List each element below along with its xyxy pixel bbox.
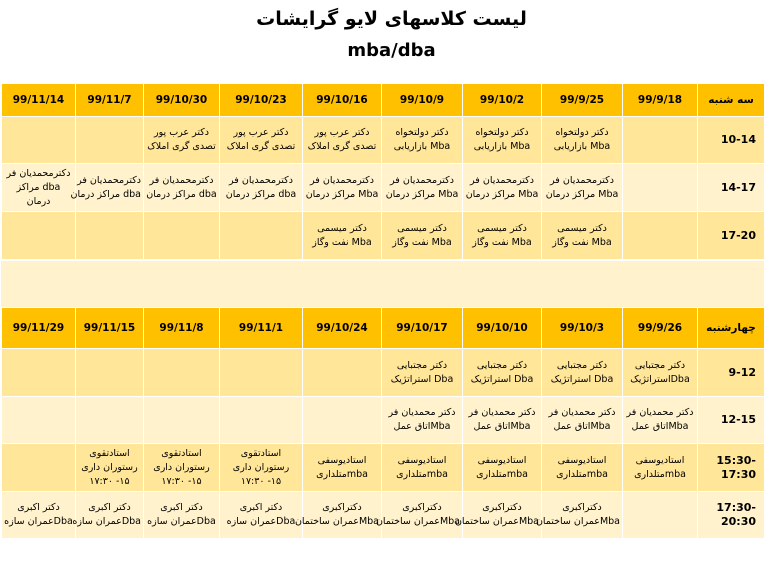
- day-label: سه شنبه: [698, 84, 765, 117]
- page-title: لیست کلاسهای لایو گرایشات: [256, 8, 527, 30]
- class-cell-line: Mbaاتاق عمل: [553, 421, 611, 432]
- class-cell-line: دکتر اکبری: [239, 502, 283, 513]
- class-cell-line: دکتر اکبری: [17, 502, 60, 513]
- time-slot-label: 14-17: [698, 164, 765, 212]
- wednesday-schedule-table: [1, 307, 765, 539]
- date-header: 99/10/10: [463, 308, 542, 349]
- class-cell: [220, 397, 303, 444]
- class-cell-line: Dba استراتژیک: [470, 373, 534, 385]
- class-cell-line: Mba بازاریابی: [473, 141, 531, 152]
- class-cell-line: Mbaعمران ساختمان: [294, 516, 379, 527]
- class-cell: [382, 117, 463, 164]
- time-slot-row: [2, 117, 765, 164]
- class-cell-line: استادیوسفی: [557, 454, 607, 466]
- class-cell: [542, 164, 623, 212]
- class-cell: [623, 164, 698, 212]
- class-cell: [463, 349, 542, 397]
- class-cell: [303, 349, 382, 397]
- class-cell: [220, 349, 303, 397]
- class-cell: [144, 492, 220, 539]
- date-header: 99/9/18: [623, 84, 698, 117]
- date-header: 99/11/15: [76, 308, 144, 349]
- class-cell-line: ۱۵- ۱۷:۳۰: [161, 475, 202, 487]
- class-cell-line: دکتر عرب پور: [154, 127, 209, 138]
- class-cell: [375, 492, 463, 539]
- class-cell: [220, 444, 303, 492]
- class-cell: [144, 117, 220, 164]
- class-cell-line: Mba بازاریابی: [393, 141, 451, 152]
- class-cell-line: استادتقوی: [89, 447, 130, 459]
- class-cell-line: ۱۵- ۱۷:۳۰: [89, 475, 130, 487]
- class-cell-line: Dba استراتژیک: [390, 373, 454, 385]
- class-cell-line: ۱۵- ۱۷:۳۰: [240, 475, 282, 487]
- date-header: 99/10/9: [382, 84, 463, 117]
- class-cell-line: دکترمحمدیان فر: [310, 174, 374, 186]
- class-cell: [2, 349, 76, 397]
- class-cell-line: Mba نفت وگاز: [472, 236, 532, 248]
- date-header: 99/11/1: [220, 308, 303, 349]
- class-cell-line: دکتر دولتخواه: [475, 127, 529, 138]
- date-header: 99/10/2: [463, 84, 542, 117]
- class-cell-line: دکتر محمدیان فر: [626, 407, 694, 418]
- class-cell-line: dba مراکز درمان: [225, 188, 297, 200]
- class-cell-line: دکتر مجتبایی: [396, 359, 448, 371]
- class-cell: [623, 212, 698, 260]
- date-header: 99/10/23: [220, 84, 303, 117]
- class-cell-line: رستوران داری: [232, 461, 290, 473]
- header-row: [2, 84, 765, 117]
- class-cell-line: mbaمتلداری: [396, 468, 448, 480]
- class-cell-line: دکتر میسمی: [557, 222, 607, 234]
- class-cell-line: دکترمحمدیان فر: [470, 174, 534, 186]
- class-cell-line: Mba نفت وگاز: [552, 236, 612, 248]
- time-slot-row: [2, 164, 765, 212]
- class-cell-line: استادتقوی: [161, 447, 202, 459]
- class-cell: [220, 164, 303, 212]
- class-cell-line: استادیوسفی: [477, 454, 527, 466]
- class-cell: [303, 444, 382, 492]
- class-cell: [463, 212, 542, 260]
- date-header: 99/10/3: [542, 308, 623, 349]
- class-cell: [220, 492, 303, 539]
- class-cell: [144, 212, 220, 260]
- class-cell-line: dba مراکز درمان: [70, 188, 141, 200]
- class-cell: [454, 492, 542, 539]
- class-cell-line: mbaمتلداری: [556, 468, 608, 480]
- class-cell-line: استادیوسفی: [317, 454, 367, 466]
- class-cell: [76, 397, 144, 444]
- class-cell-line: Mba مراکز درمان: [385, 188, 459, 200]
- class-cell: [2, 117, 76, 164]
- time-slot-label: 15:30-17:30: [698, 444, 765, 492]
- class-cell-line: Mbaاتاق عمل: [631, 421, 689, 432]
- class-cell-line: دکتر دولتخواه: [395, 127, 449, 138]
- class-cell-line: دکتراکبری: [402, 502, 442, 513]
- time-slot-row: [2, 212, 765, 260]
- class-cell: [463, 444, 542, 492]
- date-header: 99/11/7: [76, 84, 144, 117]
- class-cell-line: دکتر مجتبایی: [556, 359, 608, 371]
- class-cell-line: دکترمحمدیان فر: [390, 174, 454, 186]
- class-cell-line: دکتر میسمی: [397, 222, 447, 234]
- class-cell: [542, 212, 623, 260]
- class-cell-line: Dbaعمران سازه: [72, 516, 141, 527]
- class-cell: [2, 212, 76, 260]
- class-cell: [463, 164, 542, 212]
- class-cell-line: Dba استراتژیک: [550, 373, 614, 385]
- time-slot-row: [2, 349, 765, 397]
- section-separator: [1, 261, 764, 307]
- class-cell-line: دکتر میسمی: [317, 222, 367, 234]
- day-label: چهارشنبه: [698, 308, 765, 349]
- class-cell-line: دکتر اکبری: [88, 502, 131, 513]
- time-slot-row: [2, 492, 765, 539]
- class-cell-line: Mbaاتاق عمل: [393, 421, 451, 432]
- class-cell-line: دکتراکبری: [482, 502, 522, 513]
- class-cell: [623, 397, 698, 444]
- class-cell: [144, 164, 220, 212]
- class-cell-line: دکتر عرب پور: [233, 127, 289, 138]
- class-cell-line: mbaمتلداری: [476, 468, 528, 480]
- class-cell-line: استادیوسفی: [635, 454, 685, 466]
- class-cell-line: Mbaعمران ساختمان: [375, 516, 460, 527]
- class-cell-line: دکتر محمدیان فر: [548, 407, 616, 418]
- class-cell-line: تصدی گری املاک: [226, 141, 296, 152]
- time-slot-label: 12-15: [698, 397, 765, 444]
- class-cell: [70, 164, 144, 212]
- class-cell: [144, 444, 220, 492]
- time-slot-row: [2, 397, 765, 444]
- class-cell-line: Mba بازاریابی: [553, 141, 611, 152]
- date-header: 99/9/25: [542, 84, 623, 117]
- class-cell-line: دکترمحمدیان فر: [77, 174, 141, 186]
- class-cell-line: mbaمتلداری: [634, 468, 686, 480]
- class-cell: [294, 492, 382, 539]
- class-cell: [76, 349, 144, 397]
- class-cell-line: Mba مراکز درمان: [465, 188, 539, 200]
- date-header: 99/11/29: [2, 308, 76, 349]
- class-cell-line: dba مراکز: [16, 181, 61, 193]
- class-cell-line: Mbaعمران ساختمان: [454, 516, 539, 527]
- class-cell-line: تصدی گری املاک: [147, 141, 216, 152]
- class-cell: [2, 444, 76, 492]
- class-cell: [623, 444, 698, 492]
- class-cell-line: درمان: [26, 195, 51, 207]
- class-cell-line: دکتر اکبری: [160, 502, 203, 513]
- class-cell-line: دکتر مجتبایی: [634, 359, 686, 371]
- class-cell: [382, 164, 463, 212]
- class-cell-line: mbaمتلداری: [316, 468, 368, 480]
- class-cell-line: دکتر دولتخواه: [555, 127, 609, 138]
- class-cell: [303, 164, 382, 212]
- class-cell-line: دکتر مجتبایی: [476, 359, 528, 371]
- class-cell: [76, 117, 144, 164]
- class-cell-line: دکترمحمدیان فر: [149, 174, 214, 186]
- class-cell: [76, 212, 144, 260]
- class-cell-line: Dbaعمران سازه: [226, 516, 296, 527]
- class-cell: [76, 444, 144, 492]
- class-cell: [542, 349, 623, 397]
- class-cell: [623, 117, 698, 164]
- class-cell: [2, 164, 76, 212]
- class-cell: [2, 492, 76, 539]
- class-cell: [144, 397, 220, 444]
- date-header: 99/11/14: [2, 84, 76, 117]
- class-cell-line: دکترمحمدیان فر: [550, 174, 614, 186]
- class-cell: [463, 397, 542, 444]
- class-cell-line: Mba نفت وگاز: [312, 236, 372, 248]
- class-cell-line: دکتر محمدیان فر: [388, 407, 456, 418]
- time-slot-label: 10-14: [698, 117, 765, 164]
- class-cell: [303, 397, 382, 444]
- class-cell-line: استادیوسفی: [397, 454, 447, 466]
- class-cell: [382, 349, 463, 397]
- class-cell-line: Mbaعمران ساختمان: [535, 516, 620, 527]
- class-cell: [72, 492, 144, 539]
- class-cell: [382, 444, 463, 492]
- class-cell: [542, 444, 623, 492]
- class-cell: [542, 117, 623, 164]
- class-cell: [542, 397, 623, 444]
- class-cell-line: استادتقوی: [240, 447, 282, 459]
- class-cell-line: دکترمحمدیان فر: [229, 174, 293, 186]
- date-header: 99/9/26: [623, 308, 698, 349]
- date-header: 99/10/30: [144, 84, 220, 117]
- class-cell-line: Dbaعمران سازه: [4, 516, 73, 527]
- class-cell-line: دکتر میسمی: [477, 222, 527, 234]
- class-cell: [623, 349, 698, 397]
- class-cell: [144, 349, 220, 397]
- tuesday-schedule-table: [1, 83, 765, 260]
- page-subtitle: mba/dba: [347, 40, 436, 61]
- class-cell: [303, 212, 382, 260]
- class-cell: [303, 117, 382, 164]
- class-cell-line: دکتر عرب پور: [314, 127, 370, 138]
- class-cell-line: رستوران داری: [81, 461, 138, 473]
- class-cell-line: Mba مراکز درمان: [305, 188, 379, 200]
- class-cell: [220, 117, 303, 164]
- date-header: 99/10/24: [303, 308, 382, 349]
- class-cell-line: Mbaاتاق عمل: [473, 421, 531, 432]
- class-cell-line: رستوران داری: [153, 461, 210, 473]
- class-cell-line: Mba نفت وگاز: [392, 236, 452, 248]
- class-cell: [2, 397, 76, 444]
- class-cell-line: dba مراکز درمان: [146, 188, 217, 200]
- time-slot-row: [2, 444, 765, 492]
- class-cell-line: دکتر محمدیان فر: [468, 407, 536, 418]
- class-cell-line: Dbaاستراتژیک: [630, 373, 690, 385]
- date-header: 99/10/17: [382, 308, 463, 349]
- date-header: 99/11/8: [144, 308, 220, 349]
- time-slot-label: 17:30-20:30: [698, 492, 765, 539]
- class-cell-line: Dbaعمران سازه: [147, 516, 216, 527]
- class-cell: [623, 492, 698, 539]
- class-cell: [463, 117, 542, 164]
- class-cell: [382, 212, 463, 260]
- class-cell: [382, 397, 463, 444]
- class-cell: [220, 212, 303, 260]
- time-slot-label: 9-12: [698, 349, 765, 397]
- class-cell-line: Mba مراکز درمان: [545, 188, 619, 200]
- class-cell-line: دکترمحمدیان فر: [6, 167, 71, 179]
- class-cell-line: دکتراکبری: [562, 502, 602, 513]
- header-row: [2, 308, 765, 349]
- class-cell-line: تصدی گری املاک: [307, 141, 377, 152]
- date-header: 99/10/16: [303, 84, 382, 117]
- time-slot-label: 17-20: [698, 212, 765, 260]
- class-cell: [535, 492, 623, 539]
- class-cell-line: دکتراکبری: [322, 502, 362, 513]
